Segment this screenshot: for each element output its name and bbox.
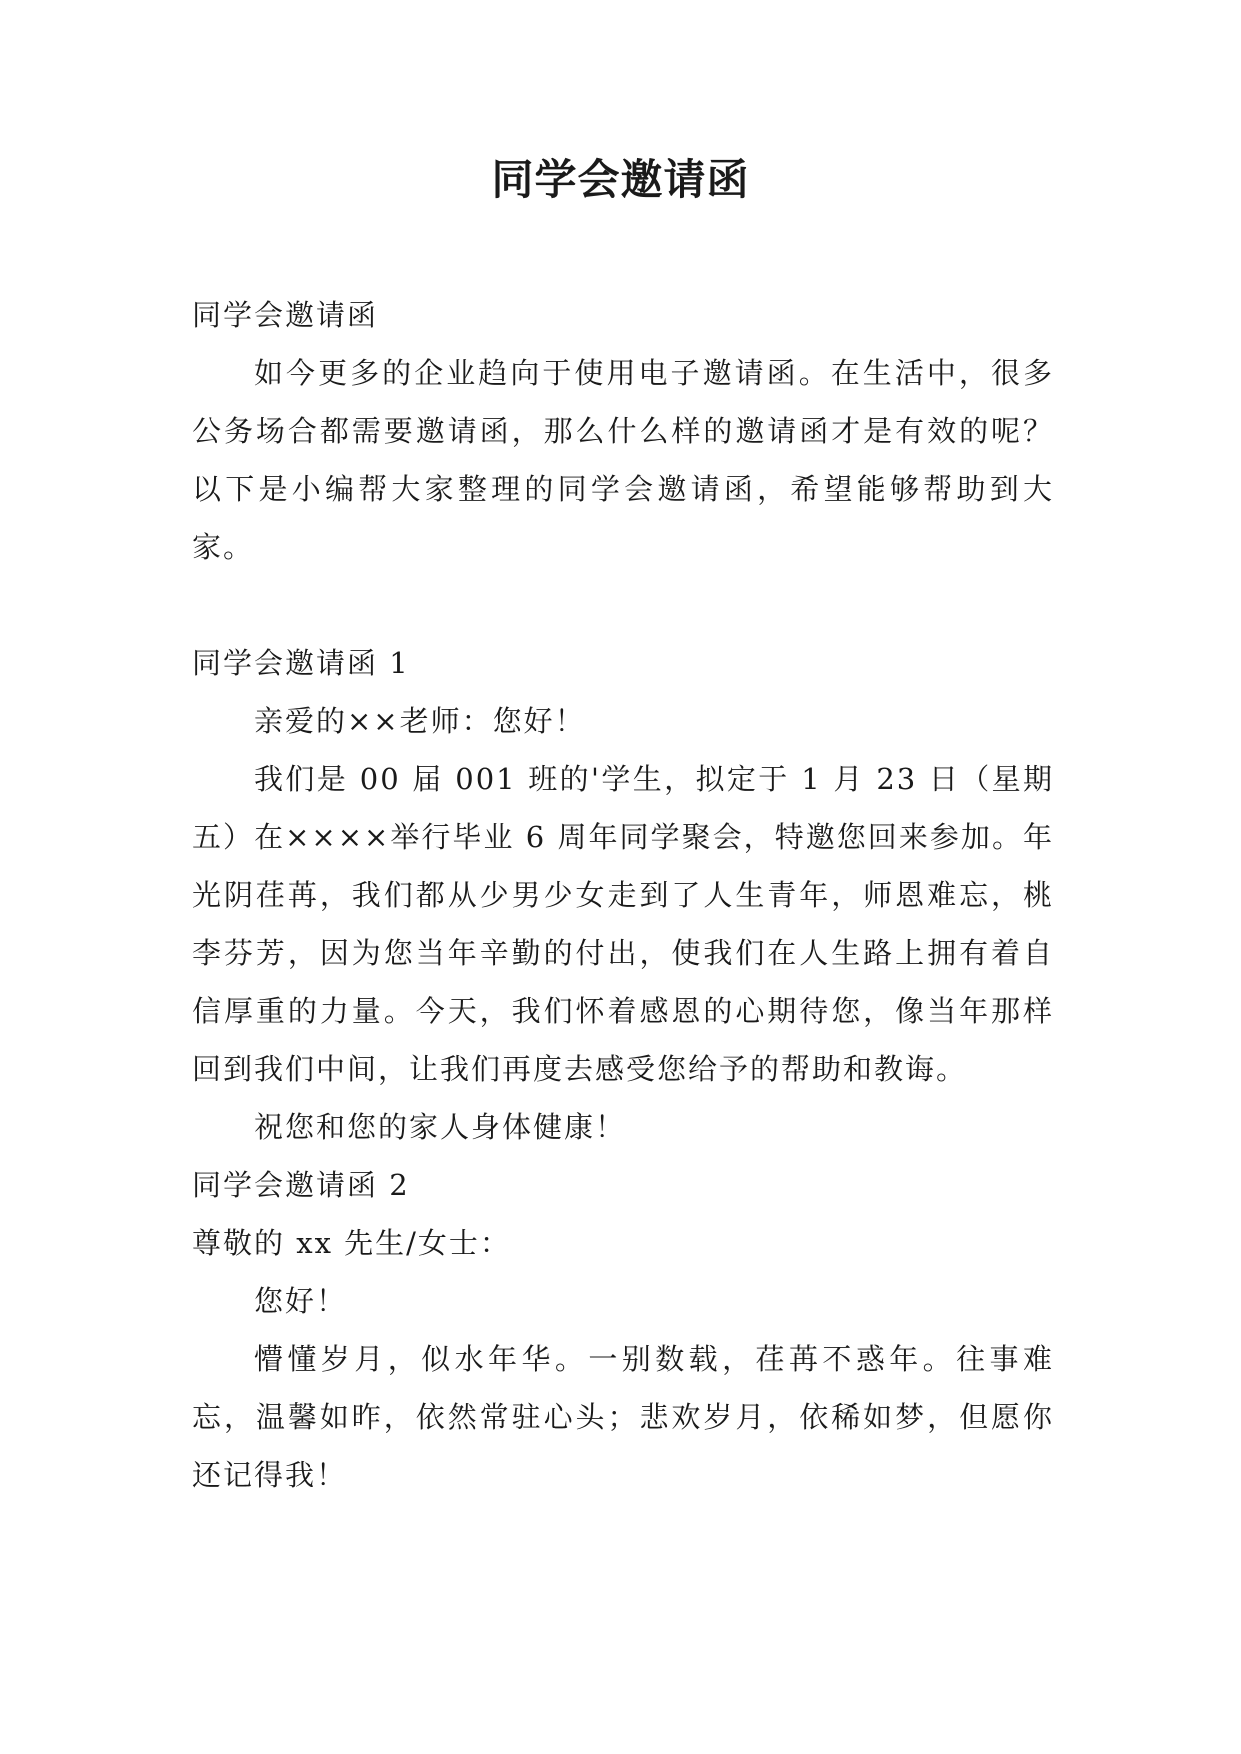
document-title: 同学会邀请函 bbox=[491, 155, 750, 204]
letter-2-greeting: 您好！ bbox=[254, 1284, 348, 1318]
letter-1-body: 我们是 00 届 001 班的'学生，拟定于 1 月 23 日（星期五）在××××举行毕业 6 周年同学聚会，特邀您回来参加。年光阴荏苒，我们都从少男少女走到了人生青年，师恩难忘，桃李芬芳，因为您当年辛勤的付出，使我们在人生路上拥有着自信厚重的力量。今天，我们怀着感恩的心期待您，像当年那样回到我们中间，让我们再度去感受您给予的帮助和教诲。 bbox=[192, 762, 1054, 1086]
letter-1-heading: 同学会邀请函 1 bbox=[192, 646, 410, 680]
intro-paragraph: 如今更多的企业趋向于使用电子邀请函。在生活中，很多公务场合都需要邀请函，那么什么样的邀请函才是有效的呢？以下是小编帮大家整理的同学会邀请函，希望能够帮助到大家。 bbox=[192, 356, 1054, 564]
letter-1-closing: 祝您和您的家人身体健康！ bbox=[254, 1110, 627, 1144]
letter-2-salutation: 尊敬的 xx 先生/女士： bbox=[192, 1226, 511, 1260]
letter-2-body: 懵懂岁月，似水年华。一别数载，荏苒不惑年。往事难忘，温馨如昨，依然常驻心头；悲欢岁月，依稀如梦，但愿你还记得我！ bbox=[192, 1342, 1054, 1492]
letter-1-salutation: 亲爱的××老师：您好！ bbox=[254, 704, 586, 738]
section-heading: 同学会邀请函 bbox=[192, 298, 379, 332]
letter-2-heading: 同学会邀请函 2 bbox=[192, 1168, 410, 1202]
paragraph-spacer bbox=[192, 576, 1054, 634]
document-body bbox=[192, 286, 1054, 1504]
